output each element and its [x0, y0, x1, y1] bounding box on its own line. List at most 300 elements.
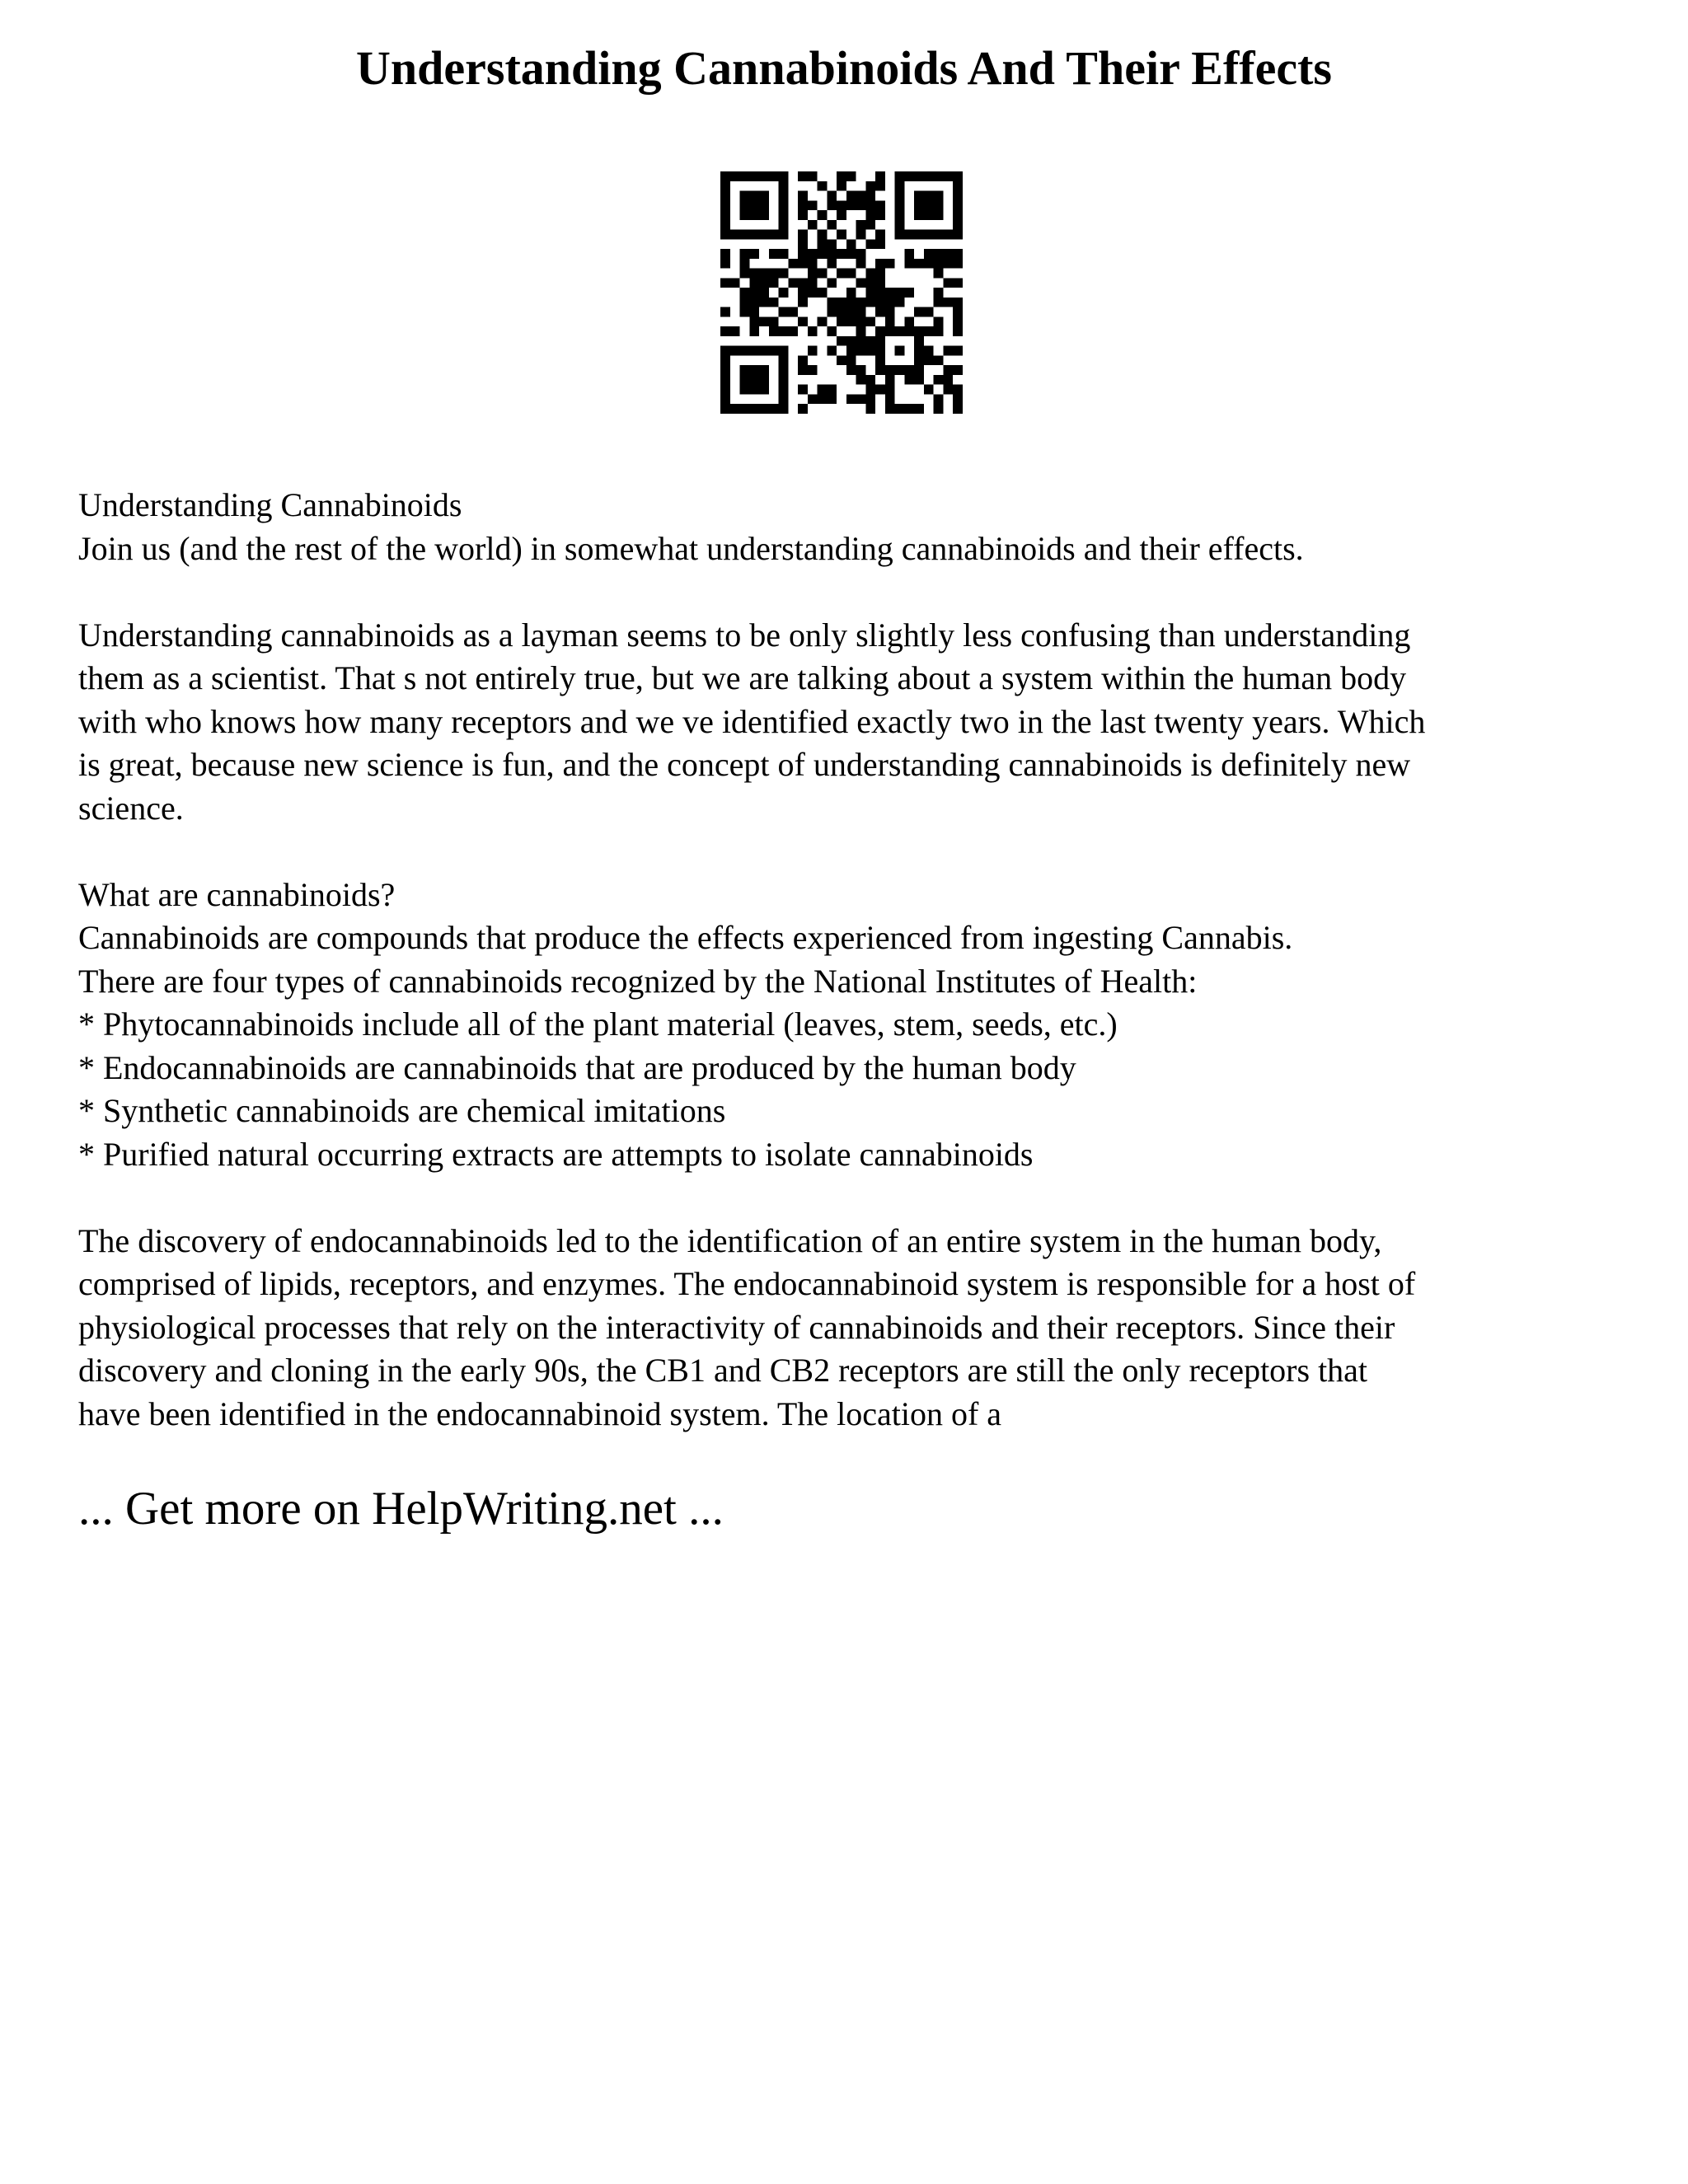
qr-module [759, 210, 769, 220]
qr-module [875, 181, 885, 191]
qr-module [895, 181, 905, 191]
qr-module [865, 181, 875, 191]
qr-module [749, 298, 759, 307]
qr-module [846, 191, 856, 201]
qr-module [934, 316, 944, 326]
qr-module [740, 307, 750, 317]
qr-module [788, 278, 798, 288]
qr-module [865, 404, 875, 414]
qr-module [798, 355, 808, 365]
qr-module [837, 249, 846, 259]
qr-module [846, 336, 856, 346]
qr-module [914, 171, 924, 181]
qr-module [740, 200, 750, 210]
qr-module [953, 298, 963, 307]
qr-module [749, 278, 759, 288]
qr-module [720, 230, 730, 240]
qr-module [827, 239, 837, 249]
qr-module [885, 288, 895, 298]
list-item: * Synthetic cannabinoids are chemical imitations [78, 1092, 726, 1129]
qr-module [759, 404, 769, 414]
text-line: Cannabinoids are compounds that produce the effects experienced from ingesting Cannabis. [78, 919, 1293, 956]
qr-module [865, 375, 875, 385]
qr-module [720, 171, 730, 181]
qr-module [846, 346, 856, 356]
qr-module [953, 200, 963, 210]
qr-module [749, 326, 759, 336]
qr-module [846, 171, 856, 181]
qr-module [934, 171, 944, 181]
qr-module [740, 230, 750, 240]
qr-module [808, 249, 818, 259]
qr-module [914, 346, 924, 356]
qr-module [953, 181, 963, 191]
qr-module [740, 404, 750, 414]
qr-module [720, 307, 730, 317]
text-line: comprised of lipids, receptors, and enzymes. The endocannabinoid system is responsible for a host of [78, 1265, 1416, 1302]
qr-module [865, 316, 875, 326]
qr-module [953, 220, 963, 230]
qr-module [827, 278, 837, 288]
qr-module [818, 210, 828, 220]
qr-module [914, 326, 924, 336]
qr-module [827, 326, 837, 336]
qr-module [856, 365, 866, 375]
qr-module [769, 171, 779, 181]
qr-module [846, 239, 856, 249]
qr-module [779, 269, 789, 279]
paragraph-discovery [78, 1220, 1628, 1436]
qr-module [779, 375, 789, 385]
qr-module [934, 404, 944, 414]
qr-module [856, 326, 866, 336]
qr-module [865, 346, 875, 356]
qr-module [730, 278, 740, 288]
qr-module [769, 278, 779, 288]
qr-module [837, 298, 846, 307]
qr-module [769, 316, 779, 326]
qr-module [769, 326, 779, 336]
qr-module [720, 200, 730, 210]
qr-module [740, 346, 750, 356]
qr-module [914, 365, 924, 375]
qr-module [769, 269, 779, 279]
qr-module [818, 239, 828, 249]
qr-module [846, 316, 856, 326]
qr-module [895, 298, 905, 307]
qr-module [953, 230, 963, 240]
qr-module [953, 191, 963, 201]
qr-module [749, 269, 759, 279]
qr-module [779, 404, 789, 414]
qr-module [720, 326, 730, 336]
qr-module [779, 326, 789, 336]
qr-module [749, 375, 759, 385]
qr-module [808, 394, 818, 404]
qr-module [818, 316, 828, 326]
qr-module [904, 230, 914, 240]
qr-module [818, 230, 828, 240]
qr-module [720, 259, 730, 269]
qr-module [943, 259, 953, 269]
qr-module [953, 326, 963, 336]
qr-module [914, 210, 924, 220]
qr-code-image [720, 171, 963, 414]
qr-module [934, 298, 944, 307]
text-line: science. [78, 789, 184, 827]
qr-module [730, 171, 740, 181]
qr-module [730, 346, 740, 356]
text-line: physiological processes that rely on the interactivity of cannabinoids and their receptors. Since their [78, 1308, 1395, 1346]
qr-module [720, 210, 730, 220]
qr-module [808, 259, 818, 269]
qr-module [914, 307, 924, 317]
text-line: Join us (and the rest of the world) in somewhat understanding cannabinoids and their effects. [78, 529, 1304, 567]
qr-module [749, 346, 759, 356]
qr-module [749, 365, 759, 375]
qr-module [856, 394, 866, 404]
qr-module [934, 249, 944, 259]
qr-module [875, 346, 885, 356]
qr-module [914, 200, 924, 210]
qr-module [943, 346, 953, 356]
qr-module [865, 385, 875, 395]
qr-module [769, 249, 779, 259]
qr-module [934, 355, 944, 365]
qr-module [904, 288, 914, 298]
qr-module [953, 249, 963, 259]
qr-module [924, 200, 934, 210]
qr-module [749, 210, 759, 220]
qr-module [934, 394, 944, 404]
qr-module [740, 288, 750, 298]
qr-module [740, 210, 750, 220]
qr-module [808, 346, 818, 356]
qr-module [914, 355, 924, 365]
qr-module [740, 259, 750, 269]
qr-module [953, 365, 963, 375]
qr-module [818, 288, 828, 298]
qr-module [837, 336, 846, 346]
qr-module [875, 355, 885, 365]
qr-module [856, 249, 866, 259]
paragraph-gap [78, 1176, 1628, 1220]
qr-module [837, 210, 846, 220]
qr-module [827, 385, 837, 395]
qr-module [875, 278, 885, 288]
qr-module [934, 259, 944, 269]
qr-module [749, 200, 759, 210]
qr-module [827, 307, 837, 317]
qr-module [895, 288, 905, 298]
qr-module [730, 230, 740, 240]
qr-module [924, 210, 934, 220]
qr-module [837, 200, 846, 210]
qr-module [798, 278, 808, 288]
qr-module [779, 307, 789, 317]
qr-module [875, 259, 885, 269]
qr-module [885, 404, 895, 414]
text-line: There are four types of cannabinoids recognized by the National Institutes of Health: [78, 962, 1198, 1000]
qr-module [885, 375, 895, 385]
qr-module [904, 316, 914, 326]
text-line: them as a scientist. That s not entirely true, but we are talking about a system within the human body [78, 659, 1407, 696]
qr-module [904, 326, 914, 336]
qr-module [749, 404, 759, 414]
qr-module [846, 307, 856, 317]
qr-module [720, 394, 730, 404]
qr-module [875, 269, 885, 279]
qr-module [837, 316, 846, 326]
qr-module [865, 200, 875, 210]
qr-module [798, 200, 808, 210]
qr-module [943, 249, 953, 259]
qr-module [759, 298, 769, 307]
qr-module [759, 385, 769, 395]
qr-module [749, 249, 759, 259]
article-body [78, 484, 1628, 1436]
qr-module [808, 171, 818, 181]
qr-module [837, 181, 846, 191]
qr-module [914, 230, 924, 240]
qr-module [818, 394, 828, 404]
qr-module [740, 375, 750, 385]
qr-module [953, 385, 963, 395]
qr-module [856, 336, 866, 346]
qr-module [749, 191, 759, 201]
qr-module [953, 394, 963, 404]
qr-module [720, 220, 730, 230]
get-more-link[interactable]: ... Get more on HelpWriting.net ... [78, 1483, 724, 1535]
qr-module [827, 200, 837, 210]
qr-module [904, 375, 914, 385]
qr-module [856, 200, 866, 210]
qr-module [846, 249, 856, 259]
qr-module [875, 365, 885, 375]
qr-module [895, 230, 905, 240]
qr-module [856, 298, 866, 307]
qr-module [730, 404, 740, 414]
qr-module [827, 191, 837, 201]
text-line: with who knows how many receptors and we ve identified exactly two in the last twenty years. Which [78, 702, 1426, 740]
qr-module [740, 249, 750, 259]
qr-module [798, 249, 808, 259]
qr-module [779, 230, 789, 240]
qr-module [934, 375, 944, 385]
qr-module [720, 346, 730, 356]
qr-module [779, 355, 789, 365]
qr-module [953, 259, 963, 269]
qr-module [827, 220, 837, 230]
qr-module [798, 385, 808, 395]
qr-module [865, 336, 875, 346]
qr-module [904, 259, 914, 269]
qr-module [885, 394, 895, 404]
qr-module [720, 375, 730, 385]
qr-module [943, 278, 953, 288]
qr-module [759, 230, 769, 240]
qr-module [769, 404, 779, 414]
qr-module [779, 385, 789, 395]
text-line: have been identified in the endocannabinoid system. The location of a [78, 1394, 1002, 1432]
qr-module [779, 191, 789, 201]
qr-module [924, 249, 934, 259]
qr-module [759, 375, 769, 385]
qr-module [856, 220, 866, 230]
qr-module [759, 316, 769, 326]
qr-module [875, 326, 885, 336]
qr-module [875, 239, 885, 249]
qr-module [798, 404, 808, 414]
qr-module [856, 346, 866, 356]
qr-module [934, 288, 944, 298]
qr-module [875, 200, 885, 210]
qr-module [837, 230, 846, 240]
qr-module [895, 365, 905, 375]
qr-module [779, 181, 789, 191]
qr-module [759, 365, 769, 375]
qr-module [827, 346, 837, 356]
qr-module [788, 326, 798, 336]
qr-module [808, 365, 818, 375]
qr-module [953, 278, 963, 288]
qr-module [720, 249, 730, 259]
qr-module [856, 307, 866, 317]
qr-module [798, 288, 808, 298]
qr-module [895, 171, 905, 181]
qr-module [934, 210, 944, 220]
qr-module [875, 288, 885, 298]
qr-module [885, 385, 895, 395]
qr-module [788, 259, 798, 269]
qr-module [856, 191, 866, 201]
qr-module [740, 191, 750, 201]
qr-module [749, 171, 759, 181]
qr-module [895, 200, 905, 210]
qr-module [808, 288, 818, 298]
qr-module [865, 394, 875, 404]
qr-module [846, 355, 856, 365]
qr-module [818, 385, 828, 395]
list-item: * Phytocannabinoids include all of the plant material (leaves, stem, seeds, etc.) [78, 1005, 1118, 1043]
qr-module [924, 326, 934, 336]
qr-module [943, 298, 953, 307]
qr-module [895, 326, 905, 336]
qr-module [943, 385, 953, 395]
qr-module [875, 385, 885, 395]
qr-module [924, 307, 934, 317]
qr-module [924, 171, 934, 181]
qr-module [808, 326, 818, 336]
qr-module [885, 259, 895, 269]
qr-module [798, 239, 808, 249]
qr-module [798, 210, 808, 220]
qr-module [875, 307, 885, 317]
qr-module [827, 249, 837, 259]
qr-module [953, 316, 963, 326]
qr-module [904, 171, 914, 181]
paragraph-what-are [78, 874, 1628, 1177]
qr-module [798, 171, 808, 181]
qr-module [895, 346, 905, 356]
qr-module [904, 249, 914, 259]
qr-module [885, 298, 895, 307]
paragraph-layman [78, 614, 1628, 831]
qr-module [895, 210, 905, 220]
qr-module [798, 316, 808, 326]
qr-module [749, 316, 759, 326]
qr-module [865, 298, 875, 307]
qr-module [759, 171, 769, 181]
paragraph-intro [78, 484, 1628, 570]
list-item: * Purified natural occurring extracts are attempts to isolate cannabinoids [78, 1135, 1034, 1173]
qr-module [818, 249, 828, 259]
qr-module [865, 269, 875, 279]
qr-module [846, 288, 856, 298]
qr-module [914, 404, 924, 414]
qr-module [885, 326, 895, 336]
qr-module [846, 394, 856, 404]
qr-module [720, 404, 730, 414]
qr-module [827, 298, 837, 307]
qr-module [865, 278, 875, 288]
qr-module [865, 288, 875, 298]
qr-module [808, 220, 818, 230]
qr-module [865, 220, 875, 230]
qr-module [779, 220, 789, 230]
qr-module [943, 230, 953, 240]
qr-module [934, 326, 944, 336]
qr-module [827, 259, 837, 269]
qr-module [740, 365, 750, 375]
qr-module [808, 200, 818, 210]
qr-module [740, 171, 750, 181]
qr-module [720, 191, 730, 201]
qr-module [885, 307, 895, 317]
qr-module [720, 385, 730, 395]
qr-module [875, 230, 885, 240]
qr-module [740, 298, 750, 307]
qr-module [749, 385, 759, 395]
qr-module [779, 394, 789, 404]
qr-module [924, 355, 934, 365]
qr-module [740, 385, 750, 395]
qr-module [720, 278, 730, 288]
qr-module [798, 365, 808, 375]
qr-module [934, 230, 944, 240]
qr-module [798, 230, 808, 240]
qr-module [749, 230, 759, 240]
qr-module [759, 346, 769, 356]
qr-module [953, 171, 963, 181]
qr-module [759, 278, 769, 288]
qr-module [885, 316, 895, 326]
qr-module [837, 355, 846, 365]
qr-module [865, 239, 875, 249]
qr-module [934, 200, 944, 210]
qr-module [779, 210, 789, 220]
qr-module [846, 365, 856, 375]
qr-module [914, 375, 924, 385]
qr-module [779, 249, 789, 259]
qr-module [769, 298, 779, 307]
page-title: Understanding Cannabinoids And Their Effects [356, 41, 1332, 95]
section-heading: What are cannabinoids? [78, 875, 396, 913]
qr-module [953, 346, 963, 356]
qr-module [934, 191, 944, 201]
qr-module [904, 365, 914, 375]
qr-module [759, 191, 769, 201]
